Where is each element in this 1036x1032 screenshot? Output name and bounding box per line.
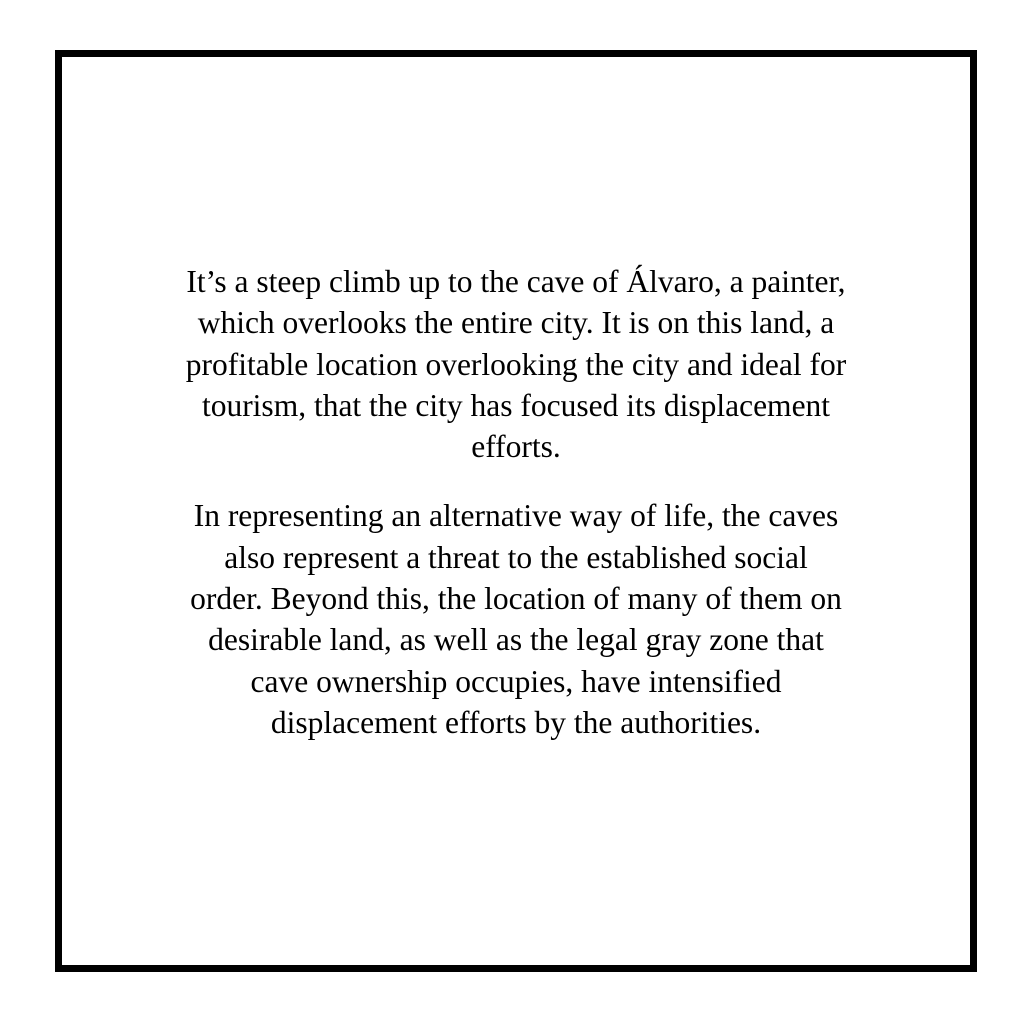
paragraph-line: profitable location overlooking the city and ideal for (185, 346, 847, 382)
paragraph-line: also represent a threat to the established social (224, 539, 808, 575)
paragraph-line: which overlooks the entire city. It is on this land, a (197, 305, 835, 341)
paragraph-line: desirable land, as well as the legal gray zone that (208, 622, 824, 658)
paragraph-line: tourism, that the city has focused its displacement (201, 387, 831, 423)
paragraph-line: efforts. (471, 429, 561, 465)
paragraph-line: cave ownership occupies, have intensified (250, 663, 782, 699)
paragraph-2 (62, 495, 970, 743)
paragraph-1 (62, 261, 970, 467)
paragraph-line: In representing an alternative way of life, the caves (193, 498, 839, 534)
text-block (62, 261, 970, 743)
paragraph-line: It’s a steep climb up to the cave of Álvaro, a painter, (186, 264, 846, 299)
paragraph-line: order. Beyond this, the location of many of them on (190, 581, 842, 617)
bordered-frame (55, 50, 977, 972)
paragraph-line: displacement efforts by the authorities. (270, 704, 762, 740)
